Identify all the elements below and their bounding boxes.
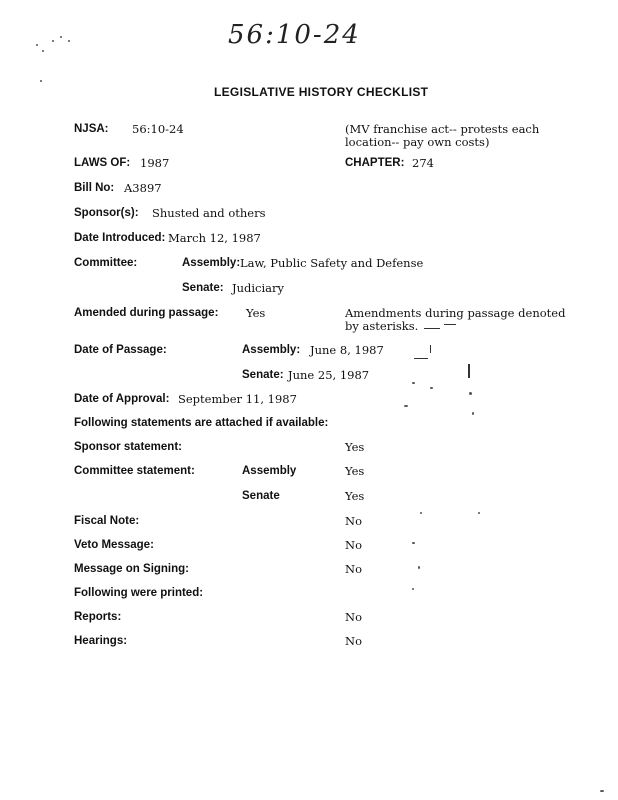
scan-speck: [420, 512, 422, 514]
sponsor-statement-label: Sponsor statement:: [74, 441, 182, 453]
amended-value: Yes: [246, 306, 266, 320]
veto-message-label: Veto Message:: [74, 539, 154, 551]
committee-assembly-value: Law, Public Safety and Defense: [240, 256, 424, 270]
date-introduced-value: March 12, 1987: [168, 231, 261, 245]
amended-note-line2: by asterisks.: [345, 319, 419, 333]
committee-statement-senate-label: Senate: [242, 490, 280, 502]
laws-of-label: LAWS OF:: [74, 157, 131, 169]
scan-speck: [60, 36, 62, 38]
scan-speck: [42, 50, 44, 52]
statements-heading: Following statements are attached if available:: [74, 417, 329, 429]
passage-senate-value: June 25, 1987: [288, 368, 370, 382]
scan-speck: [52, 40, 54, 42]
fiscal-note-label: Fiscal Note:: [74, 515, 140, 527]
scan-speck: [412, 588, 414, 590]
handwritten-statute-number: 56:10-24: [228, 20, 361, 50]
sponsors-value: Shusted and others: [152, 206, 266, 220]
njsa-value: 56:10-24: [132, 122, 184, 136]
message-on-signing-value: No: [345, 562, 362, 576]
scan-speck: [430, 387, 433, 389]
amended-note-line1: Amendments during passage denoted: [345, 306, 566, 320]
sponsor-statement-value: Yes: [345, 440, 365, 454]
committee-assembly-label: Assembly:: [182, 257, 241, 269]
fiscal-note-value: No: [345, 514, 362, 528]
document-title: LEGISLATIVE HISTORY CHECKLIST: [214, 85, 429, 99]
approval-value: September 11, 1987: [178, 392, 297, 406]
reports-label: Reports:: [74, 611, 122, 623]
scan-mark: [468, 364, 470, 378]
passage-assembly-label: Assembly:: [242, 344, 301, 356]
scan-speck: [478, 512, 480, 514]
scan-speck: [472, 412, 474, 415]
scan-mark: [424, 328, 440, 329]
passage-assembly-value: June 8, 1987: [310, 343, 384, 357]
njsa-label: NJSA:: [74, 123, 109, 135]
scan-speck: [412, 542, 415, 544]
scan-speck: [600, 790, 604, 792]
sponsors-label: Sponsor(s):: [74, 207, 139, 219]
message-on-signing-label: Message on Signing:: [74, 563, 190, 575]
scan-mark: [444, 324, 456, 325]
scan-mark: [414, 358, 428, 359]
committee-statement-senate-value: Yes: [345, 489, 365, 503]
hearings-label: Hearings:: [74, 635, 128, 647]
committee-senate-label: Senate:: [182, 282, 224, 294]
reports-value: No: [345, 610, 362, 624]
veto-message-value: No: [345, 538, 362, 552]
scan-speck: [412, 382, 415, 384]
date-introduced-label: Date Introduced:: [74, 232, 166, 244]
committee-statement-assembly-value: Yes: [345, 464, 365, 478]
laws-of-value: 1987: [140, 156, 170, 170]
njsa-note-line1: (MV franchise act-- protests each: [345, 122, 540, 136]
scan-speck: [40, 80, 42, 82]
committee-statement-label: Committee statement:: [74, 465, 195, 477]
njsa-note-line2: location-- pay own costs): [345, 135, 490, 149]
scan-speck: [418, 566, 420, 569]
bill-no-label: Bill No:: [74, 182, 115, 194]
hearings-value: No: [345, 634, 362, 648]
scan-speck: [469, 392, 472, 395]
committee-label: Committee:: [74, 257, 138, 269]
amended-label: Amended during passage:: [74, 307, 219, 319]
scan-speck: [68, 40, 70, 42]
scan-mark: [430, 345, 431, 353]
bill-no-value: A3897: [124, 181, 162, 195]
approval-label: Date of Approval:: [74, 393, 170, 405]
chapter-label: CHAPTER:: [345, 157, 405, 169]
scan-speck: [36, 44, 38, 46]
passage-label: Date of Passage:: [74, 344, 167, 356]
scan-speck: [404, 405, 408, 407]
printed-heading: Following were printed:: [74, 587, 204, 599]
committee-senate-value: Judiciary: [232, 281, 285, 295]
chapter-value: 274: [412, 156, 434, 170]
committee-statement-assembly-label: Assembly: [242, 465, 297, 477]
passage-senate-label: Senate:: [242, 369, 284, 381]
